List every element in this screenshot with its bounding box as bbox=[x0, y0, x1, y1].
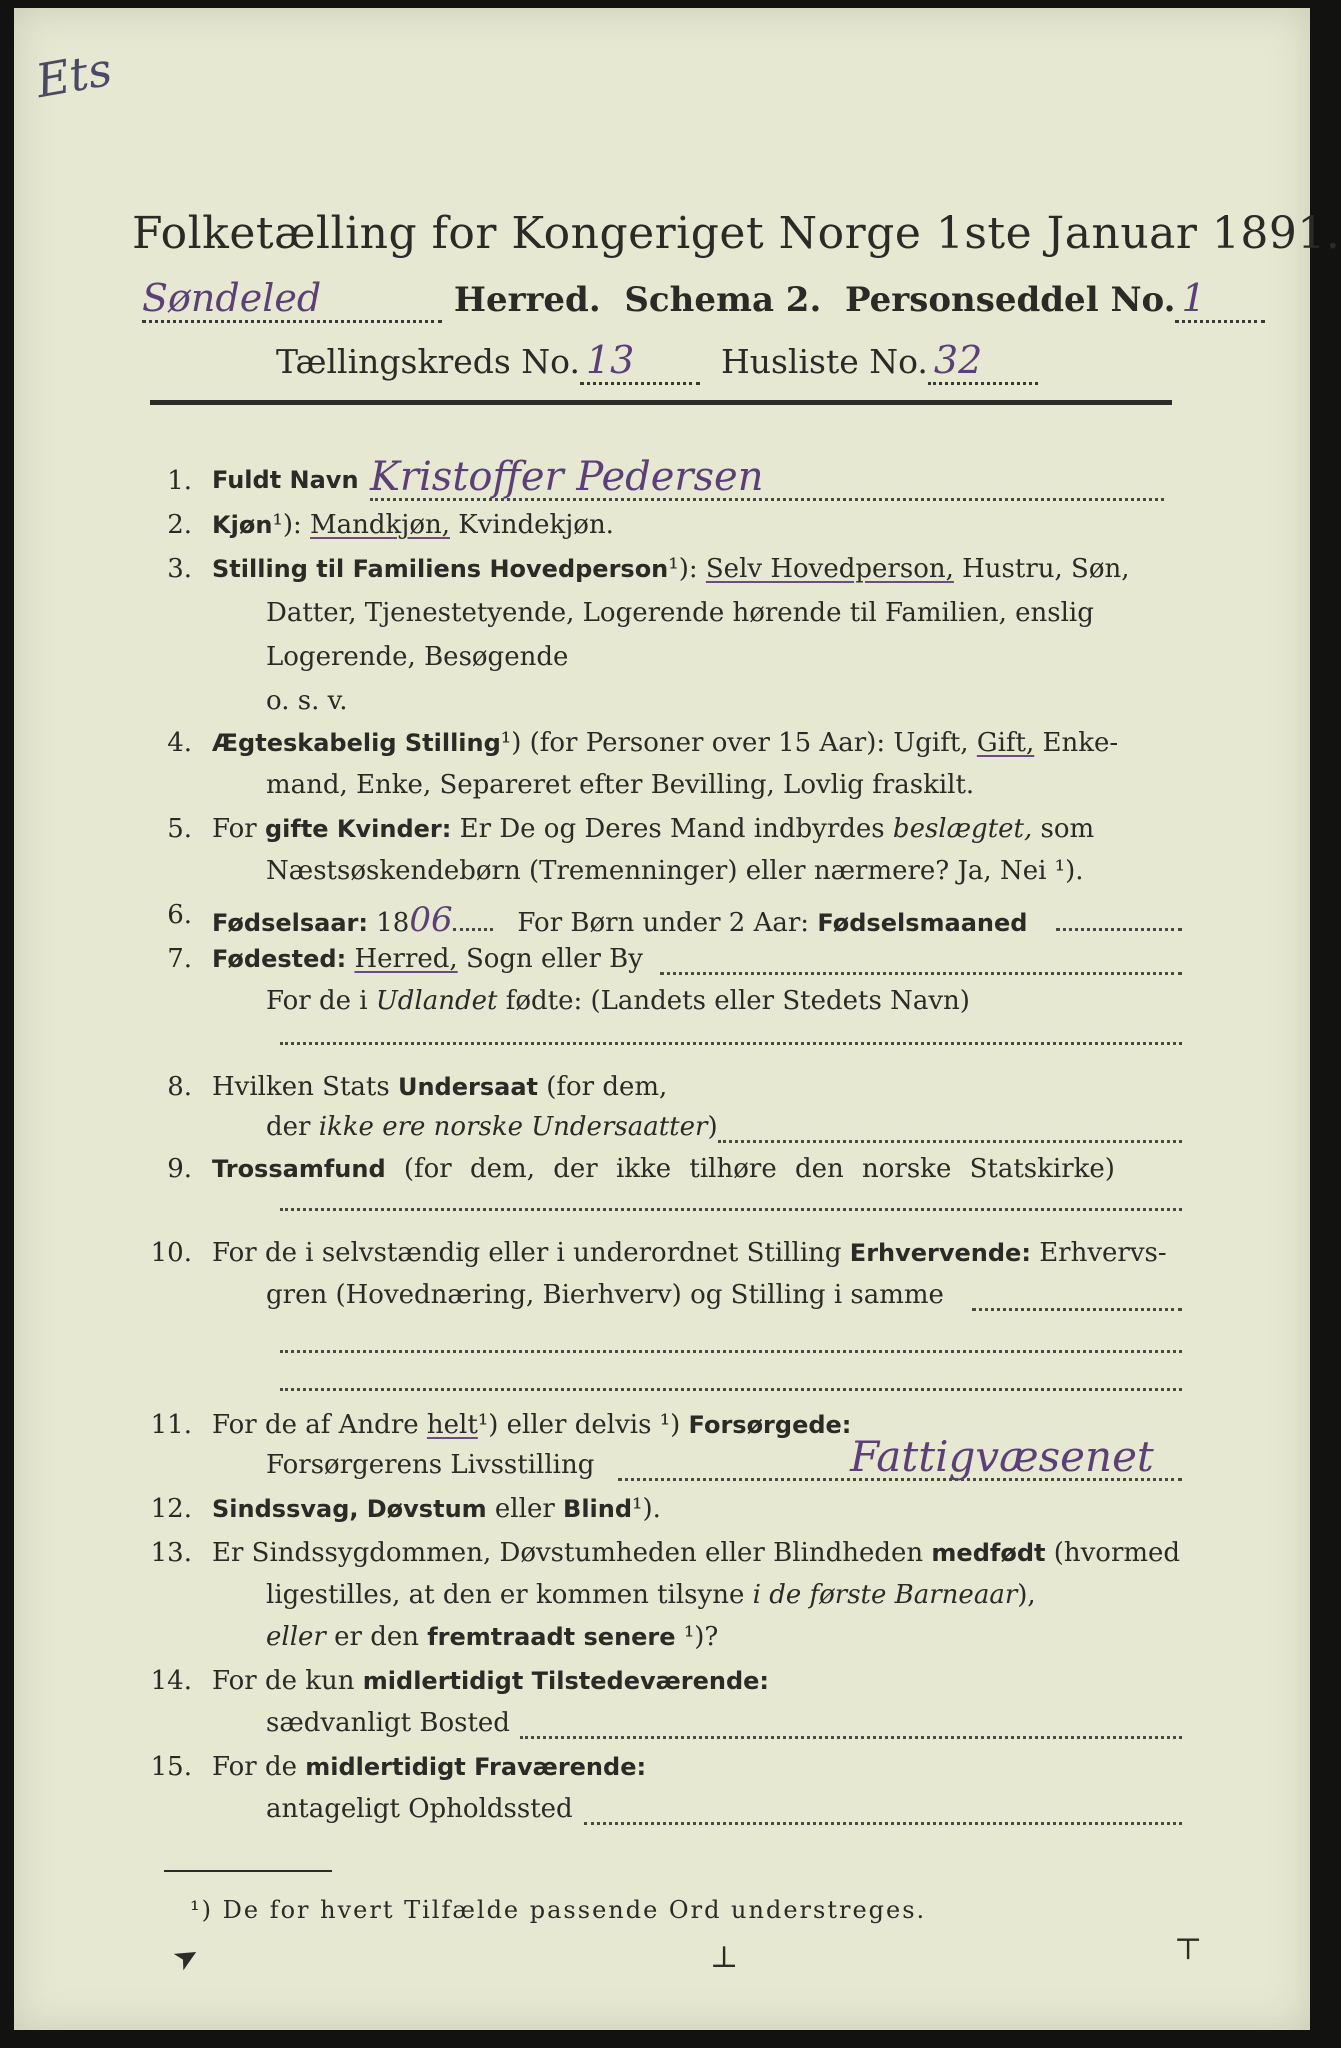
question-label: Fuldt Navn bbox=[212, 466, 359, 494]
answer-line bbox=[584, 1822, 1182, 1825]
question-label: Stilling til Familiens Hovedperson bbox=[212, 555, 669, 583]
question-label: Fødselsaar: bbox=[212, 909, 368, 937]
husliste-label: Husliste No. bbox=[720, 342, 928, 381]
registration-mark-left: ➤ bbox=[166, 1936, 207, 1979]
kreds-label: Tællingskreds No. bbox=[276, 342, 580, 381]
question-number: 1. bbox=[167, 466, 192, 496]
answer-line bbox=[370, 498, 1164, 501]
answer-line bbox=[280, 1208, 1182, 1211]
year-prefix: 18 bbox=[376, 908, 410, 938]
question-label: Erhvervende: bbox=[849, 1239, 1031, 1267]
answer-line bbox=[972, 1308, 1182, 1311]
footnote-ref: ¹): bbox=[272, 510, 302, 540]
registration-mark-right: ⊤ bbox=[1174, 1932, 1203, 1967]
herred-name-field bbox=[142, 276, 442, 323]
answer-line bbox=[280, 1350, 1182, 1353]
personseddel-no: 1 bbox=[1181, 276, 1206, 320]
option: Kvindekjøn. bbox=[458, 510, 614, 540]
question-label: midlertidigt Fraværende: bbox=[305, 1753, 647, 1781]
option-selected: Gift, bbox=[976, 728, 1035, 758]
personseddel-label: Personseddel No. bbox=[845, 280, 1176, 320]
header-line-kreds bbox=[276, 338, 1176, 385]
question-number: 8. bbox=[167, 1072, 192, 1102]
question-number: 11. bbox=[150, 1410, 192, 1440]
husliste-no-field bbox=[928, 338, 1038, 385]
question-label: Trossamfund bbox=[212, 1155, 386, 1183]
registration-mark-center: ⊥ bbox=[710, 1940, 739, 1975]
kreds-no: 13 bbox=[585, 338, 635, 382]
answer-line bbox=[718, 1140, 1182, 1143]
husliste-no: 32 bbox=[933, 338, 983, 382]
question-label: Fødested: bbox=[212, 945, 347, 973]
question-number: 10. bbox=[150, 1238, 192, 1268]
answer-line bbox=[280, 1042, 1182, 1045]
question-number: 13. bbox=[150, 1538, 192, 1568]
census-form-sheet: Ets Folketælling for Kongeriget Norge 1ste Januar 1891. Søndeled Herred. Schema 2. Personseddel No. 1 Tællingskreds No. 13 Husliste No. 32 1. Fuldt Navn Kristoffer Pedersen 2. Kjøn¹): Mandkjøn, Kvindekjøn. 3. Stilling til Familiens Hovedperson¹): Selv Hovedperson, Hustru, Søn, Datter, Tjenestetyende, Logerende hørende til Familien, enslig Logerende, Besøgende o. s. v. 4. Ægteskabelig Stilling¹) (for Personer over 15 Aar): Ugift, Gift, Enke- mand, Enke, Separeret efter Bevilling, Lovlig fraskilt. 5. For gifte Kvinder: Er De og Deres Mand indbyrdes beslægtet, som Næstsøskendebørn (Tremenninger) eller nærmere? Ja, Nei ¹). 6. Fødselsaar: 1806 For Børn under 2 Aar: Fødselsmaaned 7. Fødested: Herred, Sogn eller By For de i Udlandet fødte: (Landets eller Stedets Navn) 8. Hvilken Stats Undersaat (for dem, der ikke ere norske Undersaatter) 9. Trossamfund (for dem, der ikke tilhøre den norske Statskirke) 10. For de i selvstændig eller i underordnet Stilling Erhvervende: Erhvervs- gren (Hovednæring, Bierhverv) og Stilling i samme 11. For de af Andre helt¹) eller delvis ¹) Forsørgede: Forsørgerens Livsstilling Fattigvæsenet 12. Sindssvag, Døvstum eller Blind¹). 13. Er Sindssygdommen, Døvstumheden eller Blindheden medfødt (hvormed ligestilles, at den er kommen tilsyne i de første Barneaar), eller er den fremtraadt senere ¹)? 14. For de kun midlertidigt Tilstedeværende: sædvanligt Bosted 15. For de midlertidigt Fraværende: antageligt Opholdssted ¹) De for hvert Tilfælde passende Ord understreges. ➤ ⊥ ⊤ bbox=[14, 8, 1310, 2030]
question-number: 12. bbox=[150, 1494, 192, 1524]
question-label: Fødselsmaaned bbox=[817, 909, 1028, 937]
question-number: 6. bbox=[167, 900, 192, 930]
question-label: Ægteskabelig Stilling bbox=[212, 729, 501, 757]
question-label: midlertidigt Tilstedeværende: bbox=[362, 1667, 770, 1695]
question-label: Kjøn bbox=[212, 511, 273, 539]
footnote-ref: ¹) bbox=[500, 728, 522, 758]
option-selected: Herred, bbox=[354, 944, 458, 974]
answer-line bbox=[280, 1388, 1182, 1391]
options: Hustru, Søn, bbox=[962, 554, 1130, 584]
option-selected: Mandkjøn, bbox=[310, 510, 450, 540]
form-title: Folketælling for Kongeriget Norge 1ste Januar 1891. bbox=[132, 208, 1341, 259]
schema-label: Schema 2. bbox=[624, 280, 822, 320]
question-number: 7. bbox=[167, 944, 192, 974]
herred-name: Søndeled bbox=[142, 276, 322, 320]
answer-line bbox=[660, 972, 1182, 975]
answer-line bbox=[1056, 928, 1182, 931]
question-number: 14. bbox=[150, 1666, 192, 1696]
personseddel-no-field bbox=[1175, 276, 1265, 323]
question-label: Undersaat bbox=[397, 1073, 538, 1101]
answer-provider: Fattigvæsenet bbox=[850, 1432, 1154, 1481]
option-selected: Selv Hovedperson, bbox=[705, 554, 954, 584]
question-label: medfødt bbox=[931, 1539, 1046, 1567]
question-number: 15. bbox=[150, 1752, 192, 1782]
answer-birth-year: 06 bbox=[409, 900, 453, 940]
question-label: Forsørgede: bbox=[688, 1411, 852, 1439]
kreds-no-field bbox=[580, 338, 700, 385]
footnote: ¹) De for hvert Tilfælde passende Ord understreges. bbox=[190, 1896, 927, 1924]
question-label: gifte Kvinder: bbox=[264, 815, 452, 843]
question-number: 9. bbox=[167, 1154, 192, 1184]
footnote-rule bbox=[164, 1870, 332, 1872]
question-number: 3. bbox=[167, 554, 192, 584]
question-number: 2. bbox=[167, 510, 192, 540]
question-number: 5. bbox=[167, 814, 192, 844]
herred-label: Herred. bbox=[453, 280, 601, 320]
question-number: 4. bbox=[167, 728, 192, 758]
header-rule bbox=[150, 400, 1172, 405]
header-line-herred bbox=[142, 276, 1206, 323]
answer-full-name: Kristoffer Pedersen bbox=[370, 454, 764, 500]
answer-line bbox=[520, 1736, 1182, 1739]
footnote-ref: ¹): bbox=[668, 554, 698, 584]
option-selected: helt bbox=[426, 1410, 478, 1440]
corner-handwritten-mark: Ets bbox=[31, 41, 116, 109]
